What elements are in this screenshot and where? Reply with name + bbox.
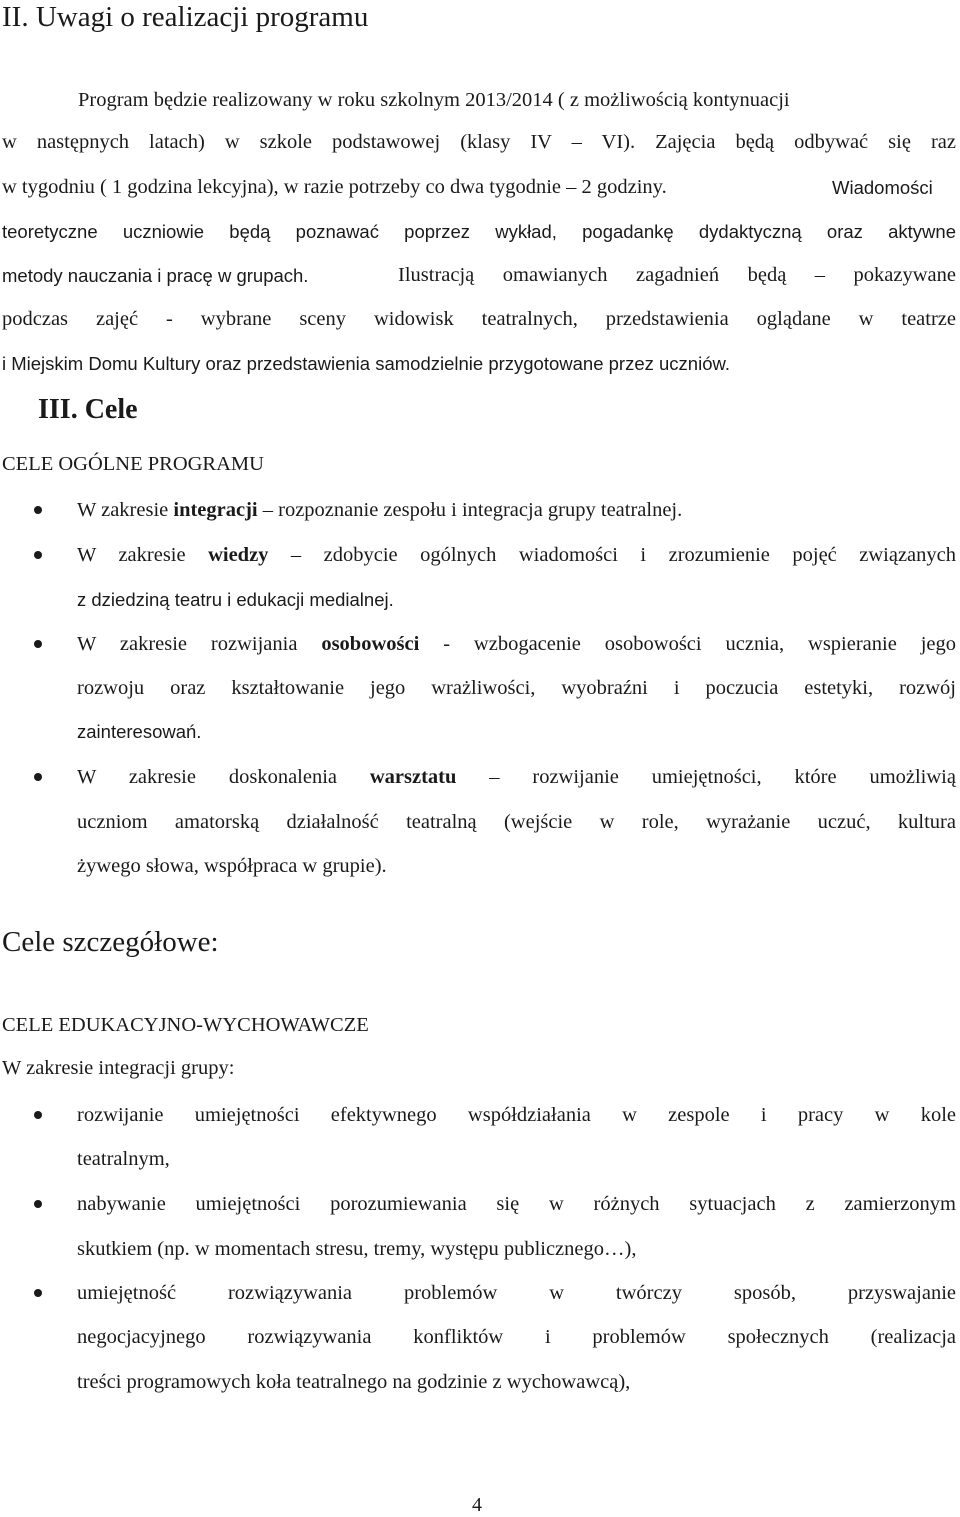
paragraph-line: teoretyczne uczniowie będą poznawać poprzez wykład, pogadankę dydaktyczną oraz aktywne (2, 221, 956, 242)
bullet-icon (34, 773, 42, 781)
page-number: 4 (472, 1494, 482, 1516)
paragraph-line-tail: Wiadomości (832, 177, 933, 198)
group-title: W zakresie integracji grupy: (2, 1057, 235, 1079)
list-item: umiejętność rozwiązywania problemów w twórczy sposób, przyswajanie (77, 1282, 956, 1304)
paragraph-line-tail: Ilustracją omawianych zagadnień będą – pokazywane (398, 264, 956, 286)
bullet-icon (34, 640, 42, 648)
list-item-continuation: z dziedziną teatru i edukacji medialnej. (77, 589, 394, 610)
section-heading: III. Cele (38, 394, 138, 425)
list-item-continuation: rozwoju oraz kształtowanie jego wrażliwości, wyobraźni i poczucia estetyki, rozwój (77, 677, 956, 699)
paragraph-line: i Miejskim Domu Kultury oraz przedstawienia samodzielnie przygotowane przez uczniów. (2, 353, 730, 374)
list-item-continuation: teatralnym, (77, 1148, 170, 1170)
paragraph-line: w tygodniu ( 1 godzina lekcyjna), w razie potrzeby co dwa tygodnie – 2 godziny. (2, 176, 667, 198)
bullet-icon (34, 1200, 42, 1208)
list-item-continuation: skutkiem (np. w momentach stresu, tremy, występu publicznego…), (77, 1238, 637, 1260)
list-item: W zakresie rozwijania osobowości - wzbogacenie osobowości ucznia, wspieranie jego (77, 633, 956, 655)
paragraph-line: podczas zajęć - wybrane sceny widowisk teatralnych, przedstawienia oglądane w teatrze (2, 308, 956, 330)
list-item: nabywanie umiejętności porozumiewania się w różnych sytuacjach z zamierzonym (77, 1193, 956, 1215)
paragraph-line: w następnych latach) w szkole podstawowej (klasy IV – VI). Zajęcia będą odbywać się raz (2, 131, 956, 153)
list-item: rozwijanie umiejętności efektywnego współdziałania w zespole i pracy w kole (77, 1104, 956, 1126)
list-item: W zakresie doskonalenia warsztatu – rozwijanie umiejętności, które umożliwią (77, 766, 956, 788)
section-heading: Cele szczegółowe: (2, 926, 219, 958)
bullet-icon (34, 506, 42, 514)
list-item-continuation: treści programowych koła teatralnego na godzinie z wychowawcą), (77, 1371, 631, 1393)
subsection-title: CELE OGÓLNE PROGRAMU (2, 453, 264, 475)
list-item: W zakresie integracji – rozpoznanie zespołu i integracja grupy teatralnej. (77, 499, 683, 521)
list-item-continuation: zainteresowań. (77, 721, 202, 742)
paragraph-line: metody nauczania i pracę w grupach. (2, 265, 309, 286)
bullet-icon (34, 551, 42, 559)
list-item-continuation: żywego słowa, współpraca w grupie). (77, 855, 387, 877)
paragraph-line: Program będzie realizowany w roku szkolnym 2013/2014 ( z możliwością kontynuacji (78, 89, 790, 111)
bullet-icon (34, 1289, 42, 1297)
list-item-continuation: uczniom amatorską działalność teatralną (wejście w role, wyrażanie uczuć, kultura (77, 811, 956, 833)
section-heading: II. Uwagi o realizacji programu (2, 1, 369, 33)
list-item: W zakresie wiedzy – zdobycie ogólnych wiadomości i zrozumienie pojęć związanych (77, 544, 956, 566)
subsection-title: CELE EDUKACYJNO-WYCHOWAWCZE (2, 1014, 369, 1036)
bullet-icon (34, 1111, 42, 1119)
list-item-continuation: negocjacyjnego rozwiązywania konfliktów i problemów społecznych (realizacja (77, 1326, 956, 1348)
